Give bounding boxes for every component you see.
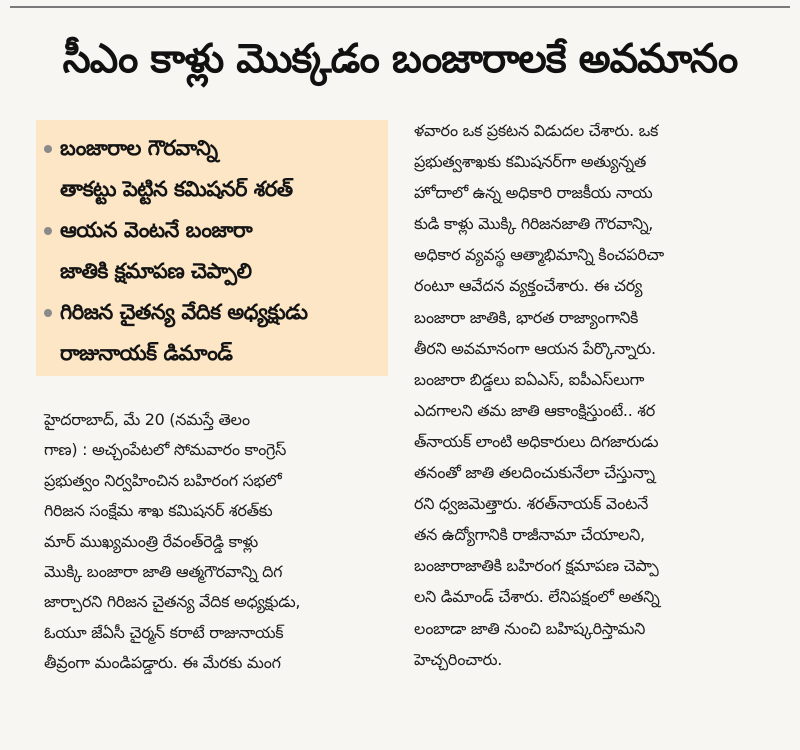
- highlight-item: [60, 292, 380, 374]
- body-text-line: రంటూ ఆవేదన వ్యక్తంచేశారు. ఈ చర్య: [414, 276, 643, 296]
- body-text-line: హోదాలో ఉన్న అధికారి రాజకీయ నాయ: [414, 183, 653, 203]
- body-text-line: జార్చారని గిరిజన చైతన్య వేదిక అధ్యక్షుడు,: [44, 592, 301, 612]
- highlight-item: [60, 210, 380, 292]
- body-text-line: హైదరాబాద్, మే 20 (నమస్తే తెలం: [44, 410, 250, 429]
- body-text-line: లంబాడా జాతి నుంచి బహిష్కరిస్తామని: [414, 618, 646, 638]
- body-text-line: ఎదగాలని తమ జాతి ఆకాంక్షిస్తుంటే.. శర: [414, 400, 655, 420]
- highlight-line: ఆయన వెంటనే బంజారా: [60, 218, 253, 242]
- article-headline: సీఎం కాళ్లు మొక్కడం బంజారాలకే అవమానం: [62, 36, 738, 82]
- body-text-line: మొక్కి బంజారా జాతి ఆత్మగౌరవాన్ని దిగ: [44, 562, 283, 582]
- body-text-line: తీవ్రంగా మండిపడ్డారు. ఈ మేరకు మంగ: [44, 653, 281, 673]
- body-text-line: అధికార వ్యవస్థ ఆత్మాభిమాన్ని కించపరిచా: [414, 245, 664, 265]
- highlight-line: గిరిజన చైతన్య వేదిక అధ్యక్షుడు: [60, 300, 308, 324]
- body-text-line: రని ధ్వజమెత్తారు. శరత్‌నాయక్ వెంటనే: [414, 494, 649, 514]
- body-text-line: ఓయూ జేఏసీ చైర్మన్ కరాటే రాజునాయక్: [44, 622, 284, 642]
- highlight-line: తాకట్టు పెట్టిన కమిషనర్ శరత్: [60, 177, 293, 201]
- body-text-line: ప్రభుత్వం నిర్వహించిన బహిరంగ సభలో: [44, 470, 282, 490]
- body-text-line: కుడి కాళ్లు మొక్కి గిరిజనజాతి గౌరవాన్ని,: [414, 214, 654, 234]
- top-rule: [10, 6, 790, 8]
- highlight-line: రాజునాయక్ డిమాండ్: [60, 341, 233, 365]
- body-text-line: ళవారం ఒక ప్రకటన విడుదల చేశారు. ఒక: [414, 121, 659, 140]
- body-text-line: బంజారా బిడ్డలు ఐఏఎస్, ఐపీఎస్‌లుగా: [414, 369, 645, 389]
- highlights-box: [36, 120, 388, 376]
- body-text-line: తన ఉద్యోగానికి రాజీనామా చేయాలని,: [414, 525, 645, 545]
- bullet-dot-icon: [44, 309, 52, 317]
- body-column-right: [414, 115, 784, 675]
- bullet-dot-icon: [44, 227, 52, 235]
- body-text-line: గిరిజన సంక్షేమ శాఖ కమిషనర్ శరత్‌కు: [44, 501, 273, 521]
- body-text-line: తీరని అవమానంగా ఆయన పేర్కొన్నారు.: [414, 338, 656, 358]
- highlight-item: [60, 128, 380, 210]
- bullet-dot-icon: [44, 145, 52, 153]
- highlight-line: జాతికి క్షమాపణ చెప్పాలి: [60, 259, 252, 283]
- body-column-left: [44, 405, 389, 679]
- highlight-line: బంజారాల గౌరవాన్ని: [60, 136, 218, 160]
- body-text-line: హెచ్చరించారు.: [414, 649, 503, 669]
- body-text-line: బంజారా జాతికి, భారత రాజ్యాంగానికి: [414, 307, 639, 327]
- body-text-line: ప్రభుత్వశాఖకు కమిషనర్‌గా అత్యున్నత: [414, 152, 646, 172]
- body-text-line: గాణ) : అచ్చంపేటలో సోమవారం కాంగ్రెస్: [44, 440, 287, 460]
- body-text-line: మార్ ముఖ్యమంత్రి రేవంత్‌రెడ్డి కాళ్లు: [44, 531, 258, 551]
- body-text-line: త్‌నాయక్ లాంటి అధికారులు దిగజారుడు: [414, 431, 659, 451]
- body-text-line: లని డిమాండ్ చేశారు. లేనిపక్షంలో అతన్ని: [414, 587, 660, 607]
- body-text-line: తనంతో జాతి తలదించుకునేలా చేస్తున్నా: [414, 463, 655, 483]
- body-text-line: బంజారాజాతికి బహిరంగ క్షమాపణ చెప్పా: [414, 556, 659, 576]
